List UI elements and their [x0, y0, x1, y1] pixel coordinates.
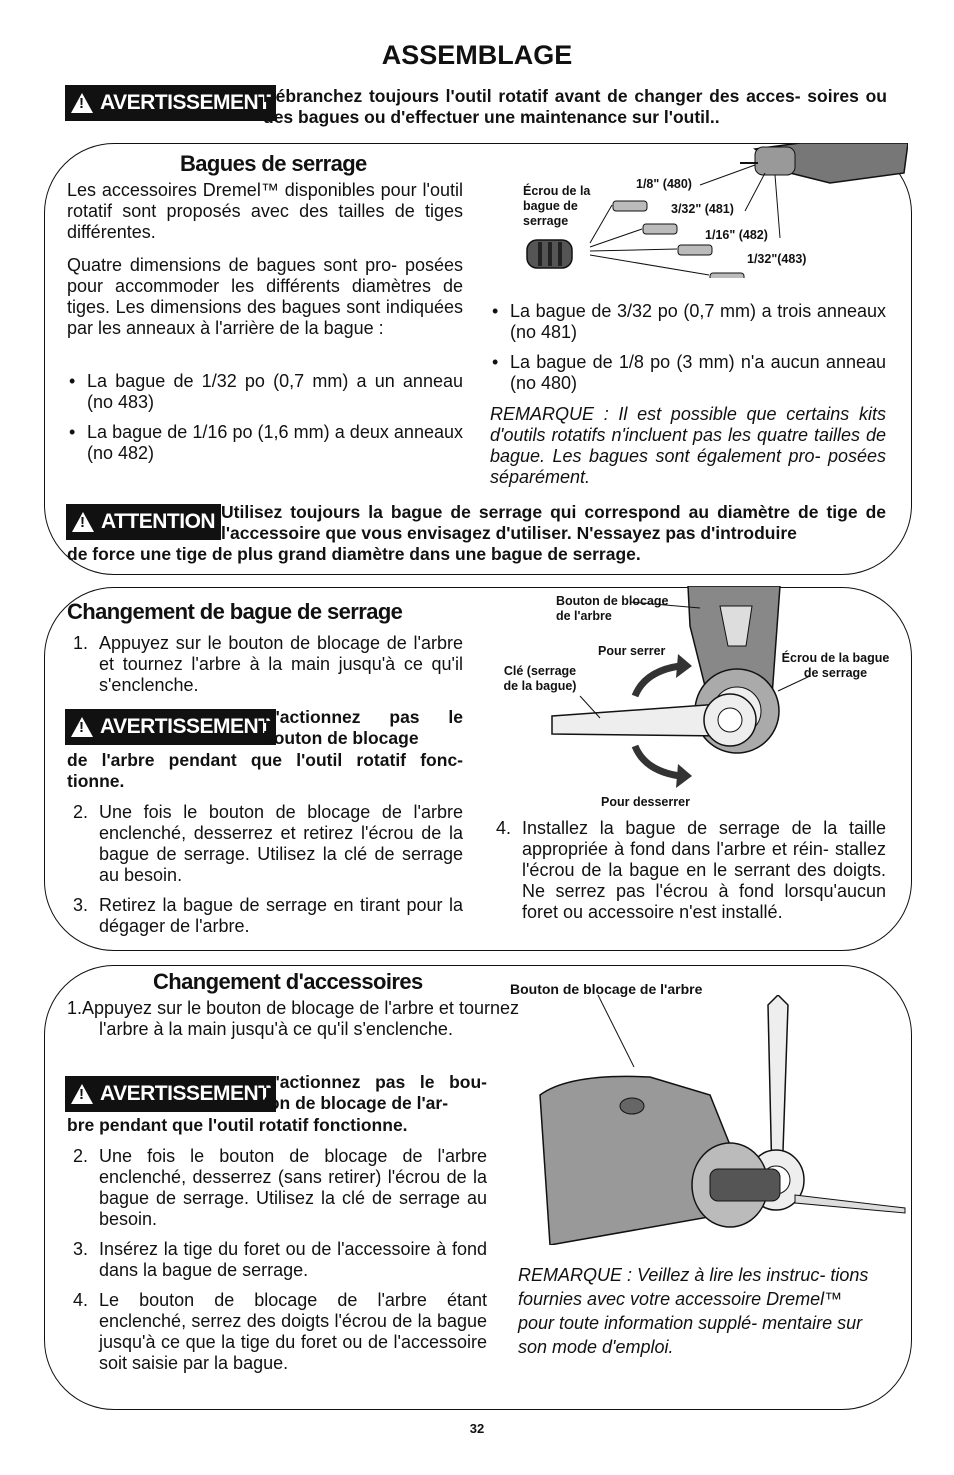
list-item: 2. Une fois le bouton de blocage de l'arbre enclenché, desserrez (sans retirer) l'écrou de la bague de serrage. Utilisez la clé de serrage au besoin.: [73, 1146, 487, 1229]
warning3-text-cont: bre pendant que l'outil rotatif fonctionne.: [67, 1115, 408, 1135]
leader-line: [775, 175, 780, 238]
label-481: 3/32" (481): [671, 202, 734, 216]
collet-481: [643, 224, 677, 234]
nut-rib: [548, 242, 552, 266]
heading-changement-accessoires: Changement d'accessoires: [153, 969, 423, 994]
leader-line: [590, 229, 642, 247]
list-item: 3. Insérez la tige du foret ou de l'accessoire à fond dans la bague de serrage.: [73, 1239, 487, 1280]
wrench: [552, 704, 725, 736]
arrow-head: [676, 654, 692, 678]
collet-480: [613, 201, 647, 211]
loosen-arrow-icon: [635, 746, 680, 776]
warning2-text-cont: de l'arbre pendant que l'outil rotatif fonc- tionne.: [67, 750, 463, 791]
list-item: 4. Installez la bague de serrage de la taille appropriée à fond dans l'arbre et réin- stallez l'écrou de la bague en le serrant des doigts. Ne serrez pas l'écrou à fond lorsqu'aucun foret ou accessoire n'est installé.: [496, 818, 886, 922]
drill-bit: [795, 1195, 905, 1213]
heading-changement-bague: Changement de bague de serrage: [67, 599, 403, 624]
label-bouton3: Bouton de blocage de l'arbre: [510, 981, 703, 997]
bagues-para1: Les accessoires Dremel™ disponibles pour l'outil rotatif sont proposés avec des tailles de tiges différentes.: [67, 180, 463, 242]
leader-line: [700, 165, 755, 185]
list-item: • La bague de 1/8 po (3 mm) n'a aucun anneau (no 480): [490, 352, 886, 394]
collet: [710, 1169, 780, 1201]
list-item: • La bague de 1/32 po (0,7 mm) a un anneau (no 483): [67, 371, 463, 413]
accessoires-step1: 1.Appuyez sur le bouton de blocage de l'arbre et tournez l'arbre à la main jusqu'à ce qu'il s'enclenche.: [67, 998, 519, 1039]
list-item: • La bague de 3/32 po (0,7 mm) a trois anneaux (no 481): [490, 301, 886, 343]
warning3-text: N'actionnez pas le bou- ton de blocage de l'ar-: [263, 1072, 487, 1113]
warning-triangle-icon: [71, 717, 93, 737]
attention-label: ! ATTENTION: [66, 504, 221, 540]
label-480: 1/8" (480): [636, 177, 692, 191]
label-cle: Clé (serrage de la bague): [503, 664, 577, 693]
label-bouton: Bouton de blocage de l'arbre: [556, 594, 669, 623]
steps-bague-1: [67, 633, 463, 696]
nut-rib: [558, 242, 562, 266]
accessoires-note: REMARQUE : Veillez à lire les instruc- tions fournies avec votre accessoire Dremel™ pour toute information supplé- mentaire sur son mode d'emploi.: [518, 1265, 869, 1357]
bagues-note: REMARQUE : Il est possible que certains kits d'outils rotatifs n'incluent pas les quatre tailles de bague. Les bagues sont également pro- posées séparément.: [490, 404, 886, 487]
leader-line: [590, 255, 709, 275]
label-desserrer: Pour desserrer: [601, 795, 690, 809]
leader-line: [590, 249, 677, 251]
page-number: 32: [469, 1421, 485, 1436]
collet-482: [678, 245, 712, 255]
list-item: 1. Appuyez sur le bouton de blocage de l'arbre et tournez l'arbre à la main jusqu'à ce qu'il s'enclenche.: [73, 633, 463, 695]
label-ecrou2: Écrou de la bague de serrage: [781, 651, 890, 680]
label-483: 1/32"(483): [747, 252, 807, 266]
warning3-label: ! AVERTISSEMENT: [65, 1076, 276, 1112]
lock-button-icon: [620, 1098, 644, 1114]
warning-triangle-icon: [72, 512, 94, 532]
warning-triangle-icon: [71, 93, 93, 113]
list-item: 2. Une fois le bouton de blocage de l'arbre enclenché, desserrez et retirez l'écrou de la bague de serrage. Utilisez la clé de serrage au besoin.: [73, 802, 463, 885]
warning-triangle-icon: [71, 1084, 93, 1104]
top-warning-label: ! AVERTISSEMENT: [65, 85, 276, 121]
leader-line: [745, 173, 765, 211]
attention-text: Utilisez toujours la bague de serrage qui correspond au diamètre de tige de l'accessoire que vous envisagez d'utiliser. N'essayez pas d'introduire: [221, 502, 886, 543]
steps-bague-2: [67, 802, 463, 937]
arrow-head: [676, 764, 692, 788]
label-ecrou: Écrou de la bague de serrage: [523, 184, 591, 228]
bagues-bullets-left: [67, 371, 463, 473]
bagues-bullets-right: [490, 301, 886, 403]
leader-line: [598, 995, 634, 1067]
list-item: 4. Le bouton de blocage de l'arbre étant enclenché, serrez des doigts l'écrou de la bague jusqu'à ce que la tige du foret ou de l'accessoire soit saisie par la bague.: [73, 1290, 487, 1373]
warning2-text: N'actionnez pas le bouton de blocage: [263, 707, 463, 748]
warning2-label: ! AVERTISSEMENT: [65, 709, 276, 745]
tighten-arrow-icon: [635, 666, 680, 696]
label-482: 1/16" (482): [705, 228, 768, 242]
steps-accessoires: [67, 1146, 487, 1374]
attention-text-cont: de force une tige de plus grand diamètre dans une bague de serrage.: [67, 544, 641, 564]
label-serrer: Pour serrer: [598, 644, 666, 658]
accessory-figure: [510, 995, 910, 1245]
list-item: • La bague de 1/16 po (1,6 mm) a deux anneaux (no 482): [67, 422, 463, 464]
page-title: ASSEMBLAGE: [381, 40, 573, 70]
bagues-para2: Quatre dimensions de bagues sont pro- posées pour accommoder les différents diamètres de tiges. Les dimensions des bagues sont indiquées par les anneaux à l'arrière de la bague :: [67, 255, 463, 338]
heading-bagues: Bagues de serrage: [180, 151, 367, 176]
nut-rib: [538, 242, 542, 266]
wrench-hole: [718, 708, 742, 732]
top-warning-text: Débranchez toujours l'outil rotatif avant de changer des acces- soires ou des bagues ou d'effectuer une maintenance sur l'outil..: [263, 86, 887, 127]
list-item: 3. Retirez la bague de serrage en tirant pour la dégager de l'arbre.: [73, 895, 463, 936]
collet-483: [710, 273, 744, 278]
tool-chuck: [755, 147, 795, 175]
steps-bague-3: [490, 818, 886, 923]
